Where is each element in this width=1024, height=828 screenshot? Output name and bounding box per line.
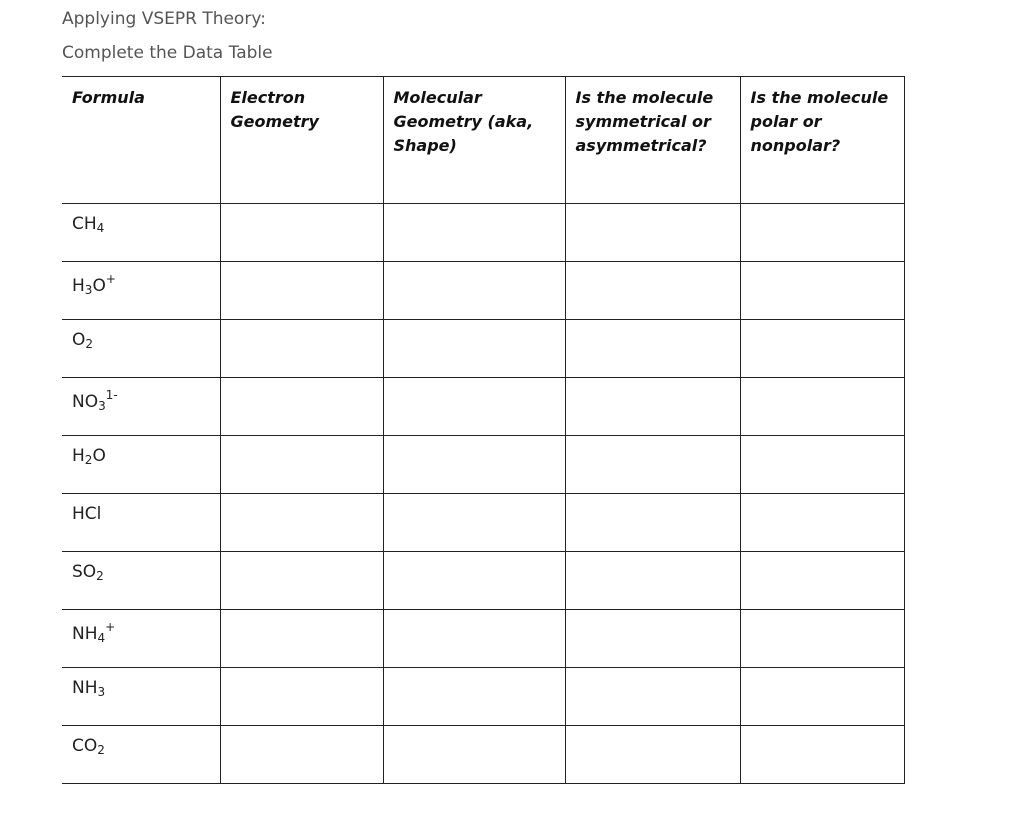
electron-geometry-cell[interactable] <box>220 262 383 320</box>
electron-geometry-cell[interactable] <box>220 436 383 494</box>
formula-base: NH <box>72 624 98 644</box>
molecular-geometry-cell[interactable] <box>383 204 565 262</box>
table-row <box>62 378 904 436</box>
formula-base: CO <box>72 736 98 756</box>
header-electron-geometry: Electron Geometry <box>220 77 383 204</box>
formula-subscript: 3 <box>84 283 93 297</box>
molecular-geometry-cell[interactable] <box>383 726 565 784</box>
symmetry-cell[interactable] <box>565 610 740 668</box>
formula-subscript: 4 <box>96 221 105 235</box>
polarity-cell[interactable] <box>740 204 904 262</box>
header-formula: Formula <box>62 77 220 204</box>
table-row <box>62 726 904 784</box>
header-molecular-geometry: Molecular Geometry (aka, Shape) <box>383 77 565 204</box>
table-row <box>62 262 904 320</box>
molecular-geometry-cell[interactable] <box>383 494 565 552</box>
polarity-cell[interactable] <box>740 610 904 668</box>
molecular-geometry-cell[interactable] <box>383 320 565 378</box>
symmetry-cell[interactable] <box>565 552 740 610</box>
formula-subscript: 3 <box>97 685 106 699</box>
electron-geometry-cell[interactable] <box>220 726 383 784</box>
page-title: Applying VSEPR Theory: <box>62 9 266 29</box>
table-row <box>62 668 904 726</box>
formula-cell <box>62 204 220 262</box>
polarity-cell[interactable] <box>740 552 904 610</box>
polarity-cell[interactable] <box>740 726 904 784</box>
formula-base: NO <box>72 392 99 412</box>
table-row <box>62 552 904 610</box>
formula-tail: O <box>92 446 106 466</box>
table-row <box>62 436 904 494</box>
formula-cell <box>62 552 220 610</box>
formula-cell <box>62 436 220 494</box>
molecular-geometry-cell[interactable] <box>383 436 565 494</box>
table-row <box>62 610 904 668</box>
formula-base: HCl <box>72 504 102 524</box>
formula-cell <box>62 320 220 378</box>
table-row <box>62 204 904 262</box>
polarity-cell[interactable] <box>740 494 904 552</box>
header-row <box>62 77 904 204</box>
polarity-cell[interactable] <box>740 436 904 494</box>
electron-geometry-cell[interactable] <box>220 320 383 378</box>
electron-geometry-cell[interactable] <box>220 610 383 668</box>
electron-geometry-cell[interactable] <box>220 668 383 726</box>
header-polarity: Is the molecule polar or nonpolar? <box>740 77 904 204</box>
electron-geometry-cell[interactable] <box>220 378 383 436</box>
molecular-geometry-cell[interactable] <box>383 552 565 610</box>
formula-base: H <box>72 276 85 296</box>
symmetry-cell[interactable] <box>565 320 740 378</box>
formula-base: CH <box>72 214 97 234</box>
molecular-geometry-cell[interactable] <box>383 610 565 668</box>
formula-cell <box>62 494 220 552</box>
header-symmetry: Is the molecule symmetrical or asymmetrical? <box>565 77 740 204</box>
formula-cell <box>62 610 220 668</box>
table-row <box>62 494 904 552</box>
polarity-cell[interactable] <box>740 262 904 320</box>
formula-subscript: 3 <box>98 399 106 413</box>
formula-charge: + <box>105 272 116 286</box>
symmetry-cell[interactable] <box>565 262 740 320</box>
formula-subscript: 2 <box>84 453 93 467</box>
symmetry-cell[interactable] <box>565 378 740 436</box>
symmetry-cell[interactable] <box>565 726 740 784</box>
formula-cell <box>62 726 220 784</box>
formula-base: SO <box>72 562 97 582</box>
data-table <box>62 76 905 784</box>
formula-base: NH <box>72 678 98 698</box>
formula-base: O <box>72 330 86 350</box>
formula-charge: 1- <box>105 388 118 402</box>
molecular-geometry-cell[interactable] <box>383 378 565 436</box>
formula-subscript: 2 <box>85 337 94 351</box>
electron-geometry-cell[interactable] <box>220 204 383 262</box>
electron-geometry-cell[interactable] <box>220 494 383 552</box>
symmetry-cell[interactable] <box>565 668 740 726</box>
formula-subscript: 2 <box>97 743 105 757</box>
formula-subscript: 4 <box>97 631 106 645</box>
formula-cell <box>62 378 220 436</box>
formula-cell <box>62 262 220 320</box>
page-subtitle: Complete the Data Table <box>62 43 273 63</box>
table-row <box>62 320 904 378</box>
electron-geometry-cell[interactable] <box>220 552 383 610</box>
polarity-cell[interactable] <box>740 668 904 726</box>
formula-tail: O <box>92 276 106 296</box>
symmetry-cell[interactable] <box>565 436 740 494</box>
molecular-geometry-cell[interactable] <box>383 262 565 320</box>
formula-cell <box>62 668 220 726</box>
formula-base: H <box>72 446 85 466</box>
symmetry-cell[interactable] <box>565 494 740 552</box>
molecular-geometry-cell[interactable] <box>383 668 565 726</box>
symmetry-cell[interactable] <box>565 204 740 262</box>
formula-charge: + <box>105 620 116 634</box>
polarity-cell[interactable] <box>740 378 904 436</box>
formula-subscript: 2 <box>96 569 104 583</box>
polarity-cell[interactable] <box>740 320 904 378</box>
